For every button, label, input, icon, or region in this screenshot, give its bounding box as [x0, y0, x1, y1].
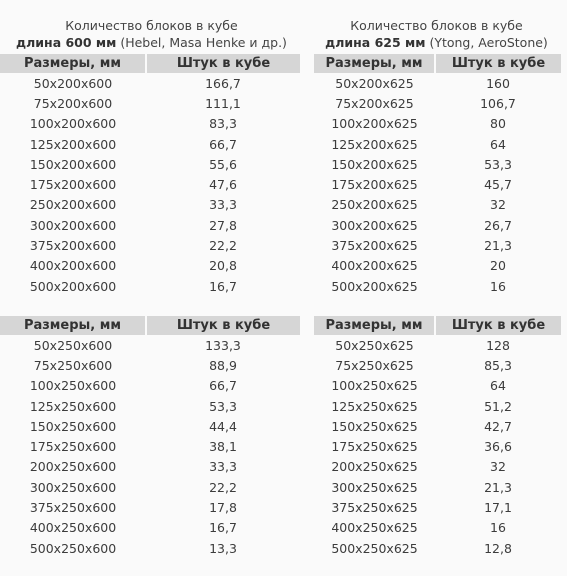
size-cell: 150x250x600: [29, 418, 117, 434]
count-cell: 83,3: [209, 116, 237, 132]
table-header-row: [314, 316, 561, 335]
caption-625-brands: (Ytong, AeroStone): [425, 35, 548, 50]
count-cell: 53,3: [484, 156, 512, 172]
caption-600-brands: (Hebel, Masa Henke и др.): [116, 35, 287, 50]
table-row: [314, 154, 561, 174]
table-row: [0, 436, 300, 456]
count-cell: 66,7: [209, 136, 237, 152]
size-cell: 50x200x600: [33, 75, 113, 91]
size-cell: 75x250x600: [33, 357, 113, 373]
table-row: [314, 114, 561, 134]
count-cell: 17,8: [209, 500, 237, 516]
table-row: [0, 457, 300, 477]
table-row: [314, 538, 561, 558]
count-cell: 80: [490, 116, 506, 132]
table-row: [0, 477, 300, 497]
count-cell: 106,7: [480, 95, 516, 111]
size-cell: 125x250x625: [331, 398, 418, 414]
size-cell: 175x250x625: [331, 439, 418, 455]
count-cell: 44,4: [209, 418, 237, 434]
count-cell: 27,8: [209, 217, 237, 233]
table-row: [314, 477, 561, 497]
size-cell: 125x200x600: [29, 136, 117, 152]
count-cell: 12,8: [484, 540, 512, 556]
count-cell: 33,3: [209, 197, 237, 213]
header-size: Размеры, мм: [314, 316, 435, 335]
header-size: Размеры, мм: [0, 54, 146, 73]
size-cell: 375x200x625: [331, 238, 418, 254]
header-count: Штук в кубе: [435, 316, 561, 335]
caption-625-line1: Количество блоков в кубе: [350, 18, 523, 33]
count-cell: 22,2: [209, 238, 237, 254]
caption-600: [0, 17, 303, 51]
size-cell: 125x250x600: [29, 398, 117, 414]
table-row: [314, 376, 561, 396]
caption-625: [306, 17, 567, 51]
table-600-h200: [0, 54, 300, 296]
size-cell: 150x250x625: [331, 418, 418, 434]
count-cell: 32: [490, 197, 506, 213]
table-row: [314, 256, 561, 276]
count-cell: 20: [490, 258, 506, 274]
count-cell: 16,7: [209, 278, 237, 294]
table-row: [0, 256, 300, 276]
table-row: [0, 114, 300, 134]
table-625-h200: [314, 54, 561, 296]
size-cell: 300x250x625: [331, 479, 418, 495]
count-cell: 38,1: [209, 439, 237, 455]
count-cell: 36,6: [484, 439, 512, 455]
count-cell: 16,7: [209, 520, 237, 536]
table-row: [0, 134, 300, 154]
caption-625-length: длина 625 мм: [325, 35, 426, 50]
table-row: [314, 355, 561, 375]
header-size: Размеры, мм: [314, 54, 435, 73]
count-cell: 64: [490, 378, 506, 394]
table-row: [0, 174, 300, 194]
size-cell: 75x200x600: [33, 95, 113, 111]
table-header-row: [314, 54, 561, 73]
size-cell: 75x200x625: [335, 95, 414, 111]
table-row: [314, 134, 561, 154]
table-row: [314, 73, 561, 93]
size-cell: 200x250x600: [29, 459, 117, 475]
table-row: [314, 235, 561, 255]
size-cell: 500x250x600: [29, 540, 117, 556]
table-row: [314, 457, 561, 477]
table-row: [0, 276, 300, 296]
size-cell: 500x250x625: [331, 540, 418, 556]
table-row: [314, 416, 561, 436]
size-cell: 250x200x600: [29, 197, 117, 213]
count-cell: 88,9: [209, 357, 237, 373]
size-cell: 150x200x600: [29, 156, 117, 172]
count-cell: 55,6: [209, 156, 237, 172]
table-header-row: [0, 54, 300, 73]
table-row: [0, 335, 300, 355]
table-row: [0, 416, 300, 436]
table-row: [314, 518, 561, 538]
table-600-h250: [0, 316, 300, 558]
header-size: Размеры, мм: [0, 316, 146, 335]
table-row: [314, 174, 561, 194]
size-cell: 375x250x625: [331, 500, 418, 516]
table-row: [314, 396, 561, 416]
table-row: [0, 538, 300, 558]
size-cell: 400x250x600: [29, 520, 117, 536]
header-count: Штук в кубе: [435, 54, 561, 73]
header-count: Штук в кубе: [146, 316, 300, 335]
count-cell: 42,7: [484, 418, 512, 434]
table-row: [0, 355, 300, 375]
size-cell: 400x250x625: [331, 520, 418, 536]
count-cell: 20,8: [209, 258, 237, 274]
size-cell: 375x200x600: [29, 238, 117, 254]
count-cell: 53,3: [209, 398, 237, 414]
table-row: [0, 215, 300, 235]
count-cell: 66,7: [209, 378, 237, 394]
count-cell: 133,3: [205, 337, 241, 353]
size-cell: 175x200x600: [29, 177, 117, 193]
count-cell: 32: [490, 459, 506, 475]
count-cell: 26,7: [484, 217, 512, 233]
size-cell: 100x250x600: [29, 378, 117, 394]
count-cell: 33,3: [209, 459, 237, 475]
table-row: [0, 73, 300, 93]
size-cell: 175x250x600: [29, 439, 117, 455]
table-row: [314, 436, 561, 456]
size-cell: 250x200x625: [331, 197, 418, 213]
size-cell: 375x250x600: [29, 500, 117, 516]
table-row: [0, 154, 300, 174]
size-cell: 100x200x625: [331, 116, 418, 132]
table-row: [314, 497, 561, 517]
table-row: [0, 497, 300, 517]
table-row: [314, 215, 561, 235]
size-cell: 500x200x600: [29, 278, 117, 294]
count-cell: 111,1: [205, 95, 241, 111]
count-cell: 17,1: [484, 500, 512, 516]
size-cell: 75x250x625: [335, 357, 414, 373]
size-cell: 50x200x625: [335, 75, 414, 91]
size-cell: 300x200x625: [331, 217, 418, 233]
size-cell: 400x200x625: [331, 258, 418, 274]
caption-600-line2: [0, 34, 303, 51]
table-row: [0, 376, 300, 396]
size-cell: 125x200x625: [331, 136, 418, 152]
count-cell: 45,7: [484, 177, 512, 193]
count-cell: 166,7: [205, 75, 241, 91]
size-cell: 500x200x625: [331, 278, 418, 294]
table-row: [0, 93, 300, 113]
size-cell: 300x200x600: [29, 217, 117, 233]
table-row: [0, 235, 300, 255]
caption-600-line1: Количество блоков в кубе: [65, 18, 238, 33]
table-row: [314, 195, 561, 215]
table-625-h250: [314, 316, 561, 558]
count-cell: 16: [490, 278, 506, 294]
caption-625-line2: [306, 34, 567, 51]
count-cell: 21,3: [484, 479, 512, 495]
table-row: [314, 276, 561, 296]
count-cell: 47,6: [209, 177, 237, 193]
count-cell: 160: [486, 75, 510, 91]
size-cell: 300x250x600: [29, 479, 117, 495]
count-cell: 64: [490, 136, 506, 152]
header-count: Штук в кубе: [146, 54, 300, 73]
count-cell: 51,2: [484, 398, 512, 414]
table-row: [314, 335, 561, 355]
table-header-row: [0, 316, 300, 335]
count-cell: 21,3: [484, 238, 512, 254]
count-cell: 85,3: [484, 357, 512, 373]
size-cell: 175x200x625: [331, 177, 418, 193]
count-cell: 22,2: [209, 479, 237, 495]
count-cell: 13,3: [209, 540, 237, 556]
size-cell: 100x250x625: [331, 378, 418, 394]
size-cell: 100x200x600: [29, 116, 117, 132]
size-cell: 200x250x625: [331, 459, 418, 475]
table-row: [0, 195, 300, 215]
count-cell: 128: [486, 337, 510, 353]
count-cell: 16: [490, 520, 506, 536]
size-cell: 50x250x625: [335, 337, 414, 353]
table-row: [314, 93, 561, 113]
table-row: [0, 518, 300, 538]
caption-600-length: длина 600 мм: [16, 35, 117, 50]
size-cell: 50x250x600: [33, 337, 113, 353]
size-cell: 150x200x625: [331, 156, 418, 172]
size-cell: 400x200x600: [29, 258, 117, 274]
table-row: [0, 396, 300, 416]
